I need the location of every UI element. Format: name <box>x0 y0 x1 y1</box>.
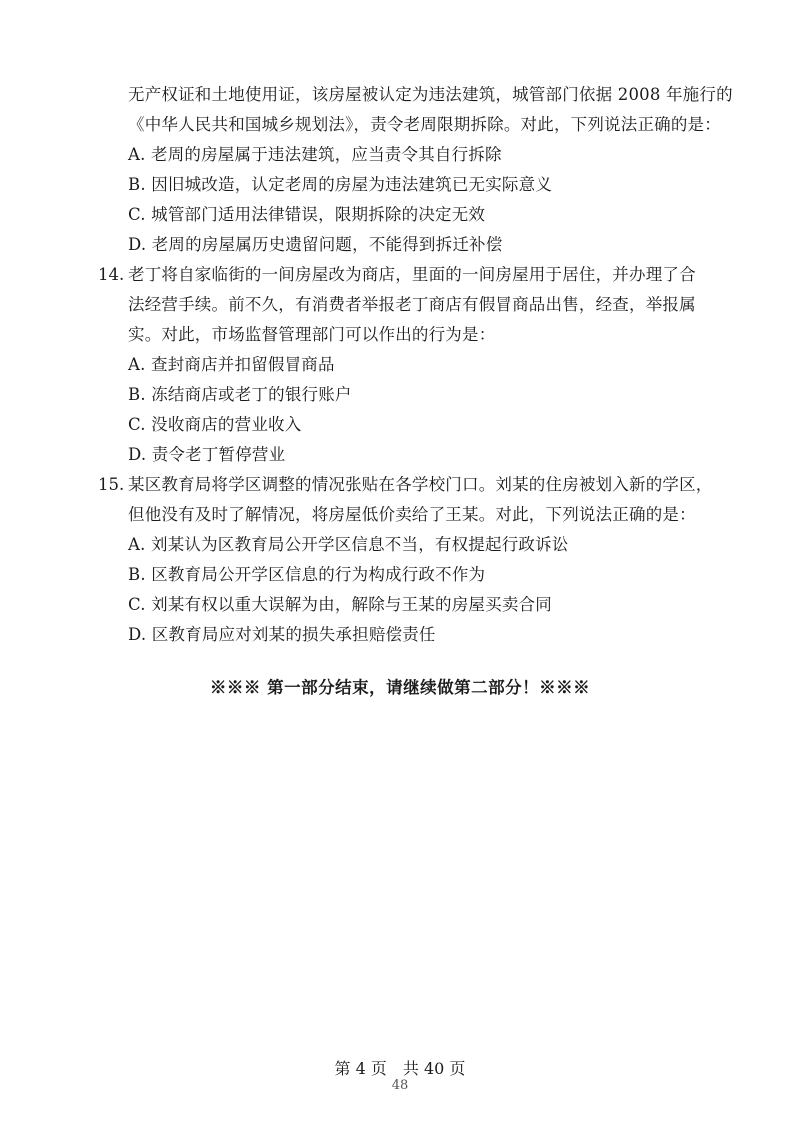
q13-option-b: B. 因旧城改造，认定老周的房屋为违法建筑已无实际意义 <box>128 175 553 194</box>
page-footer: 第 4 页 共 40 页 <box>334 1059 466 1078</box>
section-end-note: ※※※ 第一部分结束，请继续做第二部分！※※※ <box>209 678 591 697</box>
q15-option-a: A. 刘某认为区教育局公开学区信息不当，有权提起行政诉讼 <box>128 535 569 554</box>
q14-option-d: D. 责令老丁暂停营业 <box>128 445 286 464</box>
q15-stem-line-2: 但他没有及时了解情况，将房屋低价卖给了王某。对此，下列说法正确的是： <box>128 505 696 524</box>
q14-option-c: C. 没收商店的营业收入 <box>128 415 302 434</box>
q15-option-b: B. 区教育局公开学区信息的行为构成行政不作为 <box>128 565 486 584</box>
q15-number: 15. <box>98 475 125 494</box>
q14-option-a: A. 查封商店并扣留假冒商品 <box>128 355 335 374</box>
q15-stem-line-1: 某区教育局将学区调整的情况张贴在各学校门口。刘某的住房被划入新的学区， <box>128 475 713 494</box>
q14-option-b: B. 冻结商店或老丁的银行账户 <box>128 385 352 404</box>
q14-number: 14. <box>98 265 125 284</box>
q14-stem-line-3: 实。对此，市场监督管理部门可以作出的行为是： <box>128 325 496 344</box>
q13-option-a: A. 老周的房屋属于违法建筑，应当责令其自行拆除 <box>128 145 502 164</box>
q14-stem-line-1: 老丁将自家临街的一间房屋改为商店，里面的一间房屋用于居住，并办理了合 <box>128 265 696 284</box>
page-stamp-number: 48 <box>391 1078 409 1093</box>
q14-stem-line-2: 法经营手续。前不久，有消费者举报老丁商店有假冒商品出售，经查，举报属 <box>128 295 696 314</box>
q15-option-c: C. 刘某有权以重大误解为由，解除与王某的房屋买卖合同 <box>128 595 552 614</box>
q13-stem-line-2: 《中华人民共和国城乡规划法》，责令老周限期拆除。对此，下列说法正确的是： <box>128 115 721 134</box>
q13-option-d: D. 老周的房屋属历史遗留问题，不能得到拆迁补偿 <box>128 235 503 254</box>
q13-stem-line-1: 无产权证和土地使用证，该房屋被认定为违法建筑，城管部门依据 2008 年施行的 <box>128 85 733 104</box>
q15-option-d: D. 区教育局应对刘某的损失承担赔偿责任 <box>128 625 436 644</box>
q13-option-c: C. 城管部门适用法律错误，限期拆除的决定无效 <box>128 205 486 224</box>
